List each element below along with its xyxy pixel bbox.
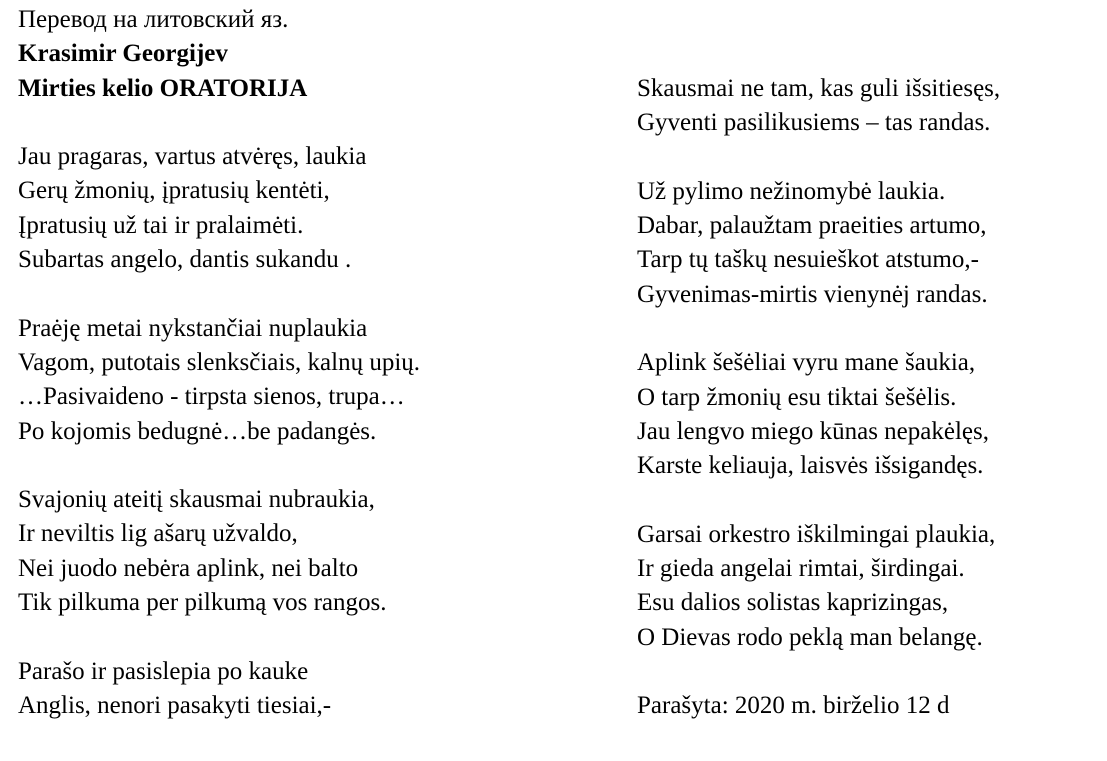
translation-note: Перевод на литовский яз. (18, 6, 289, 33)
date-signature (637, 689, 1107, 723)
stanza-7 (637, 346, 1107, 483)
verse-line: Dabar, palaužtam praeities artumo, (637, 212, 987, 240)
stanza-5 (637, 72, 1107, 141)
verse-line: Aplink šešėliai vyru mane šaukia, (637, 349, 976, 377)
stanza-3 (18, 483, 618, 620)
verse-line: Tik pilkuma per pilkumą vos rangos. (18, 589, 387, 617)
stanza-8 (637, 518, 1107, 655)
verse-line: …Pasivaideno - tirpsta sienos, trupa… (18, 383, 405, 411)
verse-line: Praėję metai nykstančiai nuplaukia (18, 314, 368, 342)
verse-line: Parašo ir pasislepia po kauke (18, 657, 309, 685)
verse-line: Vagom, putotais slenksčiais, kalnų upių. (18, 348, 421, 376)
verse-line: Anglis, nenori pasakyti tiesiai,- (18, 691, 332, 719)
verse-line: Ir neviltis lig ašarų užvaldo, (18, 520, 298, 548)
verse-line: Skausmai ne tam, kas guli išsitiesęs, (637, 75, 1001, 102)
verse-line: Ir gieda angelai rimtai, širdingai. (637, 555, 965, 583)
author-name: Krasimir Georgijev (18, 40, 228, 68)
verse-line: Svajonių ateitį skausmai nubraukia, (18, 486, 375, 514)
verse-line: Nei juodo nebėra aplink, nei balto (18, 554, 359, 582)
verse-line: Garsai orkestro iškilmingai plaukia, (637, 520, 996, 548)
verse-line: Gyventi pasilikusiems – tas randas. (637, 109, 991, 137)
verse-line: Gyvenimas-mirtis vienynėj randas. (637, 280, 988, 308)
verse-line: Subartas angelo, dantis sukandu . (18, 246, 352, 274)
verse-line: Po kojomis bedugnė…be padangės. (18, 417, 377, 445)
right-column (637, 72, 1107, 724)
verse-line: Jau lengvo miego kūnas nepakėlęs, (637, 417, 989, 445)
stanza-4 (18, 655, 618, 724)
verse-line: Už pylimo nežinomybė laukia. (637, 177, 946, 205)
verse-line: Esu dalios solistas kaprizingas, (637, 589, 949, 617)
stanza-6 (637, 175, 1107, 312)
verse-line: Tarp tų taškų nesuieškot atstumo,- (637, 246, 979, 274)
stanza-1 (18, 140, 618, 277)
verse-line: Karste keliauja, laisvės išsigandęs. (637, 452, 984, 480)
left-column (18, 3, 618, 723)
poem-header (18, 3, 618, 106)
stanza-2 (18, 312, 618, 449)
verse-line: Gerų žmonių, įpratusių kentėti, (18, 177, 330, 205)
verse-line: Jau pragaras, vartus atvėręs, laukia (18, 143, 367, 171)
verse-line: O tarp žmonių esu tiktai šešėlis. (637, 383, 957, 411)
verse-line: Įpratusių už tai ir pralaimėti. (18, 211, 304, 239)
written-date: Parašyta: 2020 m. birželio 12 d (637, 692, 950, 720)
poem-title: Mirties kelio ORATORIJA (18, 74, 308, 102)
verse-line: O Dievas rodo peklą man belangę. (637, 623, 983, 651)
